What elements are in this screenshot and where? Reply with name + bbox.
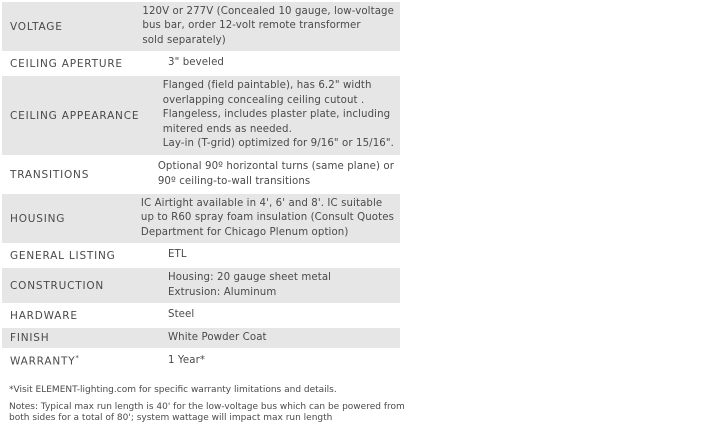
spec-value [160,308,400,323]
spec-value-line: mitered ends as needed. [162,123,292,135]
spec-label: GENERAL LISTING [10,249,116,262]
run-length-note: both sides for a total of 80'; system wattage will impact max run length [9,413,333,423]
spec-value [160,331,400,346]
footnotes [9,385,405,425]
spec-label: FINISH [10,332,50,344]
spec-row-construction [2,268,400,305]
spec-value [160,56,400,71]
spec-label: CEILING APERTURE [10,57,123,70]
spec-value [133,197,400,241]
spec-value [160,354,400,369]
spec-value-line: 3" beveled [168,57,225,69]
spec-row-hardware [2,305,400,328]
spec-value-line: Steel [168,309,195,321]
spec-value [150,160,400,189]
spec-value-line: ETL [168,249,187,261]
spec-value-line: overlapping concealing ceiling cutout . [162,94,365,106]
spec-value-line: 90º ceiling-to-wall transitions [157,175,311,187]
spec-value-line: up to R60 spray foam insulation (Consult Quotes [140,212,394,224]
spec-value [134,5,400,49]
spec-label: TRANSITIONS [10,168,90,181]
spec-label [2,354,160,368]
spec-row-finish [2,328,400,350]
spec-value-line: White Powder Coat [168,331,267,343]
spec-row-housing [2,194,400,245]
spec-table [2,2,400,374]
spec-value-line: Department for Chicago Plenum option) [140,226,349,238]
spec-row-general-listing [2,245,400,268]
spec-label: VOLTAGE [10,20,63,33]
spec-row-voltage [2,2,400,53]
spec-value [160,271,400,300]
spec-value-line: Lay-in (T-grid) optimized for 9/16" or 15/16". [162,138,394,150]
spec-row-ceiling-appearance [2,76,400,157]
spec-label-text: WARRANTY [10,355,76,368]
spec-value-line: Housing: 20 gauge sheet metal [168,271,332,283]
spec-label: CONSTRUCTION [10,279,105,292]
spec-value [155,79,400,152]
run-length-note: Notes: Typical max run length is 40' for the low-voltage bus which can be powered from [9,401,405,412]
spec-value [160,248,400,263]
spec-value-line: Flangeless, includes plaster plate, including [162,109,391,121]
spec-row-transitions [2,157,400,194]
spec-value-line: 120V or 277V (Concealed 10 gauge, low-voltage [142,5,394,17]
spec-row-ceiling-aperture [2,53,400,76]
spec-value-line: bus bar, order 12-volt remote transformer [142,20,361,32]
spec-label: HARDWARE [10,309,78,322]
spec-value-line: 1 Year* [168,354,206,366]
spec-label: CEILING APPEARANCE [10,109,140,122]
spec-value-line: Extrusion: Aluminum [168,286,277,298]
spec-value-line: IC Airtight available in 4', 6' and 8'. IC suitable [140,197,383,209]
spec-label: HOUSING [10,212,66,225]
spec-value-line: Optional 90º horizontal turns (same plane) or [157,160,394,172]
warranty-note: *Visit ELEMENT-lighting.com for specific warranty limitations and details. [9,385,337,395]
spec-value-line: sold separately) [142,34,226,46]
spec-row-warranty [2,350,400,374]
warranty-asterisk: * [75,354,79,363]
spec-value-line: Flanged (field paintable), has 6.2" width [162,80,372,92]
